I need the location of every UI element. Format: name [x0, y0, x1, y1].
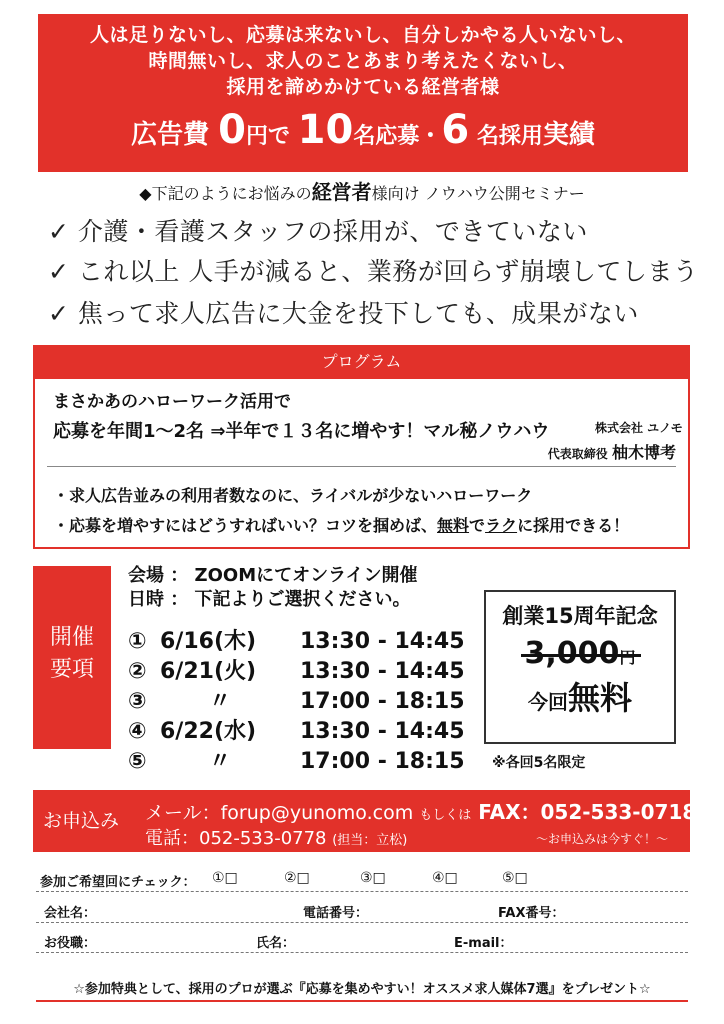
session-checkbox-5[interactable]: ⑤□	[502, 870, 528, 886]
session-limit-note: ※各回5名限定	[492, 755, 586, 771]
check-item: ✓ 介護・看護スタッフの採用が、できていない	[48, 217, 588, 246]
presenter: 代表取締役 柚木博考	[547, 443, 676, 462]
headline-results: 広告費 0円で 10名応募・6 名採用実績	[131, 107, 595, 153]
apply-now-note: ～お申込みは今すぐ！～	[535, 832, 668, 846]
company-field[interactable]: 会社名：	[44, 906, 97, 921]
session-row: ④ 6/22(水) 13:30 - 14:45	[128, 719, 465, 744]
venue-line: 会場 ： ZOOMにてオンライン開催	[128, 565, 418, 586]
anniversary-title: 創業15周年記念	[502, 604, 658, 628]
event-details-label: 開催 要項	[33, 566, 111, 749]
free-label: 今回無料	[527, 679, 632, 717]
session-checkbox-2[interactable]: ②□	[284, 870, 310, 886]
check-item: ✓ 焦って求人広告に大金を投下しても、成果がない	[48, 299, 639, 328]
bonus-note: ☆参加特典として、採用のプロが選ぶ『応募を集めやすい！オススメ求人媒体7選』をプレゼント☆	[73, 982, 651, 997]
session-row: ② 6/21(火) 13:30 - 14:45	[128, 659, 465, 684]
check-item: ✓ これ以上 人手が減ると、業務が回らず崩壊してしまう	[48, 257, 699, 286]
program-tab-title: プログラム	[33, 345, 690, 379]
session-checkbox-1[interactable]: ①□	[212, 870, 238, 886]
position-field[interactable]: お役職：	[44, 936, 97, 951]
program-title-2: 応募を年間1～2名 ⇒半年で１３名に増やす！マル秘ノウハウ	[53, 421, 550, 442]
contact-phone: 電話：052-533-0778 (担当：立松)	[145, 828, 408, 849]
divider	[36, 891, 688, 892]
divider	[36, 922, 688, 923]
apply-label: お申込み	[43, 810, 120, 832]
anniversary-offer-box	[484, 590, 676, 744]
application-bar	[33, 790, 697, 852]
header-banner	[38, 14, 688, 172]
session-row: ① 6/16(木) 13:30 - 14:45	[128, 629, 465, 654]
session-checkbox-4[interactable]: ④□	[432, 870, 458, 886]
fax-field[interactable]: FAX番号：	[498, 906, 565, 921]
phone-number[interactable]: 電話：052-533-0778	[145, 828, 333, 849]
phone-field[interactable]: 電話番号：	[303, 906, 369, 921]
seminar-subtitle: ◆下記のようにお悩みの経営者様向け ノウハウ公開セミナー	[139, 180, 585, 204]
session-checkbox-3[interactable]: ③□	[360, 870, 386, 886]
session-check-label: 参加ご希望回にチェック：	[40, 875, 196, 890]
header-line-2: 時間無いし、求人のことあまり考えたくないし、	[148, 50, 578, 72]
divider	[47, 466, 676, 467]
datetime-line: 日時 ： 下記よりご選択ください。	[128, 589, 411, 610]
program-title-1: まさかあのハローワーク活用で	[53, 392, 291, 412]
program-box	[33, 345, 690, 549]
program-bullet-2: ・応募を増やすにはどうすればいい？コツを掴めば、無料でラクに採用できる！	[53, 516, 630, 535]
session-row: ⑤ 〃 17:00 - 18:15	[128, 749, 465, 774]
contact-mail-fax: メール：forup@yunomo.com もしくは FAX：052-533-0718	[145, 800, 697, 824]
session-row: ③ 〃 17:00 - 18:15	[128, 689, 465, 714]
name-field[interactable]: 氏名：	[256, 936, 296, 951]
header-line-1: 人は足りないし、応募は来ないし、自分しかやる人いないし、	[89, 24, 636, 46]
divider	[36, 952, 688, 953]
bottom-rule	[36, 1000, 688, 1002]
struck-price: 3,000円	[524, 636, 636, 671]
email-link[interactable]: メール：forup@yunomo.com	[145, 802, 420, 824]
company-name: 株式会社 ユノモ	[595, 421, 683, 435]
fax-number: FAX：052-533-0718	[471, 800, 697, 824]
header-line-3: 採用を諦めかけている経営者様	[226, 76, 500, 98]
program-bullet-1: ・求人広告並みの利用者数なのに、ライバルが少ないハローワーク	[53, 486, 533, 505]
email-field[interactable]: E-mail：	[454, 936, 513, 951]
